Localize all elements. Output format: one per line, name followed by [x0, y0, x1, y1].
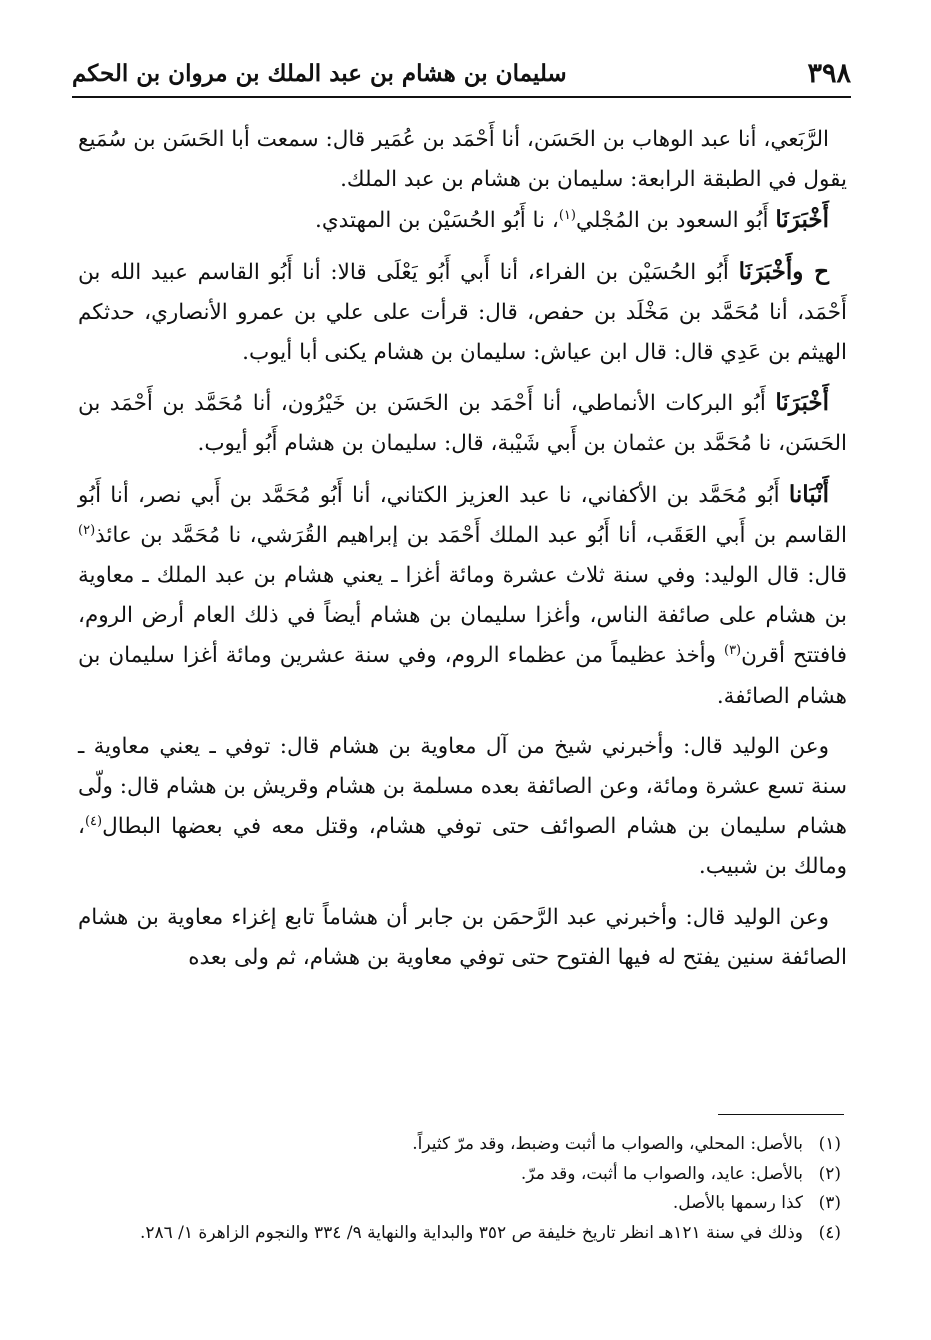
paragraph-text: وعن الوليد قال: وأخبرني شيخ من آل معاوية بن هشام قال: توفي ـ يعني معاوية ـ سنة تسع عشرة ومائة، وعن الصائفة بعده مسلمة بن هشام وقريش بن هشام قال: ولّى هشام سليمان بن هشام الصوائف حتى توفي هشام، وقتل معه في بعضها البطال — [78, 733, 847, 840]
paragraph-text: أَبُو السعود بن المُجْلي — [575, 208, 776, 234]
footnote — [110, 1160, 841, 1190]
footnote-rule — [718, 1114, 844, 1115]
paragraph-text: وعن الوليد قال: وأخبرني عبد الرَّحمَن بن جابر أن هشاماً تابع إغزاء معاوية بن هشام الصائفة سنين يفتح له فيها الفتوح حتى توفي معاوية بن هشام، ثم ولى بعده — [78, 904, 847, 970]
paragraph — [78, 898, 847, 978]
footnote-number: (٢) — [818, 1163, 841, 1184]
footnotes — [110, 1130, 841, 1248]
footnote — [110, 1130, 841, 1160]
footnote-text: كذا رسمها بالأصل. — [672, 1193, 803, 1213]
header-rule — [72, 96, 851, 98]
footnote — [110, 1219, 841, 1249]
paragraph-text: الرَّبَعي، أنا عبد الوهاب بن الحَسَن، أنا أَحْمَد بن عُمَير قال: سمعت أبا الحَسَن بن سُمَيع يقول في الطبقة الرابعة: سليمان بن هشام بن عبد الملك. — [78, 127, 847, 193]
paragraph-text: وأخذ عظيماً من عظماء الروم، وفي سنة عشرين ومائة أغزا سليمان بن هشام الصائفة. — [78, 643, 847, 709]
running-head: سليمان بن هشام بن عبد الملك بن مروان بن الحكم — [72, 60, 567, 87]
isnad-label: أَخْبَرَنَا — [775, 389, 829, 417]
footnote-text: بالأصل: عايد، والصواب ما أثبت، وقد مرّ. — [520, 1163, 803, 1184]
footnote-ref: (١) — [558, 208, 576, 224]
paragraph-text: أَبُو الحُسَيْن بن الفراء، أنا أَبي أَبُو يَعْلَى قالا: أنا أَبُو القاسم عبيد الله بن أَحْمَد، أنا مُحَمَّد بن مَخْلَد بن حفص، قال: قرأت على علي بن عمرو الأنصاري، حدثكم الهيثم بن عَدِي قال: قال ابن عياش: سليمان بن هشام يكنى أبا أيوب. — [78, 259, 847, 366]
footnote-text: بالأصل: المحلي، والصواب ما أثبت وضبط، وقد مرّ كثيراً. — [412, 1134, 803, 1154]
footnote-number: (٤) — [818, 1222, 841, 1243]
footnote-number: (١) — [818, 1134, 841, 1154]
paragraph-text: ، نا أَبُو الحُسَيْن بن المهتدي. — [315, 208, 559, 234]
paragraph — [78, 200, 847, 241]
footnote-ref: (٣) — [723, 643, 742, 659]
paragraph — [78, 727, 847, 888]
paragraph — [78, 383, 847, 464]
footnote-number: (٣) — [818, 1193, 841, 1213]
paragraph-text: ، ومالك بن شبيب. — [78, 814, 847, 880]
isnad-label: أَنْبَانا — [788, 480, 829, 508]
footnote-text: وذلك في سنة ١٢١هـ انظر تاريخ خليفة ص ٣٥٢ والبداية والنهاية ٩/ ٣٣٤ والنجوم الزاهرة ١/ ٢٨٦. — [139, 1222, 803, 1243]
footnote — [110, 1189, 841, 1219]
paragraph — [78, 120, 847, 200]
page-number: ٣٩٨ — [807, 58, 851, 89]
paragraph — [78, 252, 847, 374]
isnad-label: أَخْبَرَنَا — [775, 206, 829, 234]
paragraph-text: قال: قال الوليد: وفي سنة ثلاث عشرة ومائة أغزا ـ يعني هشام بن عبد الملك ـ معاوية بن هشام على صائفة الناس، وأغزا سليمان بن هشام أيضاً في ذلك العام أرض الروم، فافتتح أقرن — [78, 563, 847, 669]
paragraph — [78, 475, 847, 717]
paragraph-text: أَبُو البركات الأنماطي، أنا أَحْمَد بن الحَسَن بن خَيْرُون، أنا مُحَمَّد بن أَحْمَد بن الحَسَن، نا مُحَمَّد بن عثمان بن أَبي شَيْبة، قال: سليمان بن هشام أَبُو أيوب. — [78, 391, 847, 457]
isnad-label: ح وأَخْبَرَنَا — [738, 257, 829, 285]
page-header — [72, 58, 851, 92]
footnote-ref: (٤) — [84, 814, 103, 830]
paragraph-text: أَبُو مُحَمَّد بن الأكفاني، نا عبد العزيز الكتاني، أنا أَبُو مُحَمَّد بن أَبي نصر، أنا أَبُو القاسم بن أَبي العَقَب، أنا أَبُو عبد الملك أَحْمَد بن إبراهيم القُرَشي، نا مُحَمَّد بن عائذ — [78, 482, 847, 548]
main-text — [78, 120, 847, 978]
footnote-ref: (٢) — [78, 522, 96, 538]
